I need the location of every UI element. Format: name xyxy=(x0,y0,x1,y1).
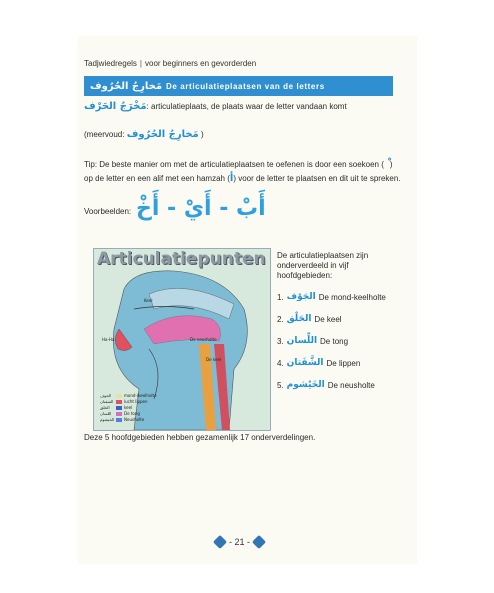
legend-label: Neusholte xyxy=(124,417,145,422)
tip-line-1 xyxy=(84,157,393,170)
intro-line-3: hoofdgebieden: xyxy=(277,271,333,280)
intro-line-2: onderverdeeld in vijf xyxy=(277,261,349,270)
running-header xyxy=(84,59,256,68)
tip-text-1: Tip: De beste manier om met de articulatieplaatsen te oefenen is door een soekoen ( xyxy=(84,160,384,169)
page-footer xyxy=(215,537,264,547)
list-item xyxy=(277,286,386,308)
examples-label: Voorbeelden: xyxy=(84,207,132,216)
area-arabic: الحَلْق xyxy=(286,314,312,324)
plural-suffix: ) xyxy=(200,130,204,139)
legend-swatch xyxy=(116,412,122,416)
area-label: De mond-keelholte xyxy=(318,292,386,302)
area-number: 5. xyxy=(277,380,284,390)
section-banner xyxy=(84,76,393,96)
legend-entry xyxy=(100,417,157,423)
legend-arabic: اللسان xyxy=(100,411,112,416)
intro-line-1: De articulatieplaatsen zijn xyxy=(277,251,369,260)
legend-arabic: الشفتان xyxy=(100,399,114,404)
legend-swatch xyxy=(116,418,122,422)
definition-text: : articulatieplaats, de plaats waar de letter vandaan komt xyxy=(146,102,347,111)
banner-title: De articulatieplaatsen van de letters xyxy=(166,81,325,91)
definition-line xyxy=(84,101,347,112)
legend-swatch xyxy=(116,406,122,410)
legend-label: De tong xyxy=(124,411,140,416)
legend-arabic: الجوف xyxy=(100,393,112,398)
tip-text-2: op de letter en een alif met een hamzah ( xyxy=(84,174,230,183)
intro-text xyxy=(277,251,368,281)
legend-swatch xyxy=(116,394,122,398)
area-number: 2. xyxy=(277,314,284,324)
area-number: 1. xyxy=(277,292,284,302)
diagram-label-1: Keel xyxy=(144,298,153,303)
area-arabic: الخَيْشوم xyxy=(286,380,325,390)
examples-arabic: أَبْ - أَيْ - أَخْ xyxy=(136,196,266,221)
legend-arabic: الخيشوم xyxy=(100,417,115,422)
book-subtitle: voor beginners en gevorderden xyxy=(145,59,257,68)
area-arabic: الشَّفَتان xyxy=(286,358,324,368)
area-arabic: اللِّسان xyxy=(286,336,318,346)
list-item xyxy=(277,308,386,330)
area-label: De keel xyxy=(314,314,342,324)
ornament-right-icon xyxy=(252,535,266,549)
diagram-legend xyxy=(100,393,157,423)
area-label: De lippen xyxy=(326,358,361,368)
plural-line xyxy=(84,129,204,140)
page-number: - 21 - xyxy=(229,537,251,547)
definition-arabic: مَخْرَجُ الحَرْف xyxy=(84,101,147,112)
legend-label: mond-/keelholte xyxy=(124,393,157,398)
legend-swatch xyxy=(116,400,122,404)
plural-arabic: مَخارِجُ الحُرُوف xyxy=(126,129,199,140)
articulation-diagram xyxy=(93,248,271,431)
header-separator: | xyxy=(139,59,142,68)
list-item xyxy=(277,352,386,374)
list-item xyxy=(277,330,386,352)
area-label: De neusholte xyxy=(327,380,375,390)
area-label: De tong xyxy=(320,336,349,346)
ornament-left-icon xyxy=(213,535,227,549)
area-number: 3. xyxy=(277,336,284,346)
area-arabic: الجَوْف xyxy=(286,292,316,302)
legend-arabic: الحلق xyxy=(100,405,110,410)
tip-line-2 xyxy=(84,173,401,184)
banner-arabic: مَخارِجُ الحُرُوف xyxy=(90,80,163,92)
summary-text: Deze 5 hoofdgebieden hebben gezamenlijk 17 onderverdelingen. xyxy=(84,433,316,442)
hamzah-symbol: أ xyxy=(229,173,234,184)
areas-list xyxy=(277,286,386,396)
tip-text-1-end: ) xyxy=(389,160,393,169)
diagram-label-4: Ha-Ha xyxy=(102,337,115,342)
plural-prefix: (meervoud: xyxy=(84,130,125,139)
list-item xyxy=(277,374,386,396)
legend-label: lucht lippen xyxy=(124,399,148,404)
legend-label: keel xyxy=(124,405,133,410)
diagram-title: Articulatiepunten xyxy=(97,249,266,269)
diagram-label-3: De keel xyxy=(206,357,222,362)
tip-text-2-end: ) voor de letter te plaatsen en dit uit te spreken. xyxy=(233,174,401,183)
book-title: Tadjwiedregels xyxy=(84,59,137,68)
area-number: 4. xyxy=(277,358,284,368)
diagram-label-2: De neusholte xyxy=(190,337,217,342)
